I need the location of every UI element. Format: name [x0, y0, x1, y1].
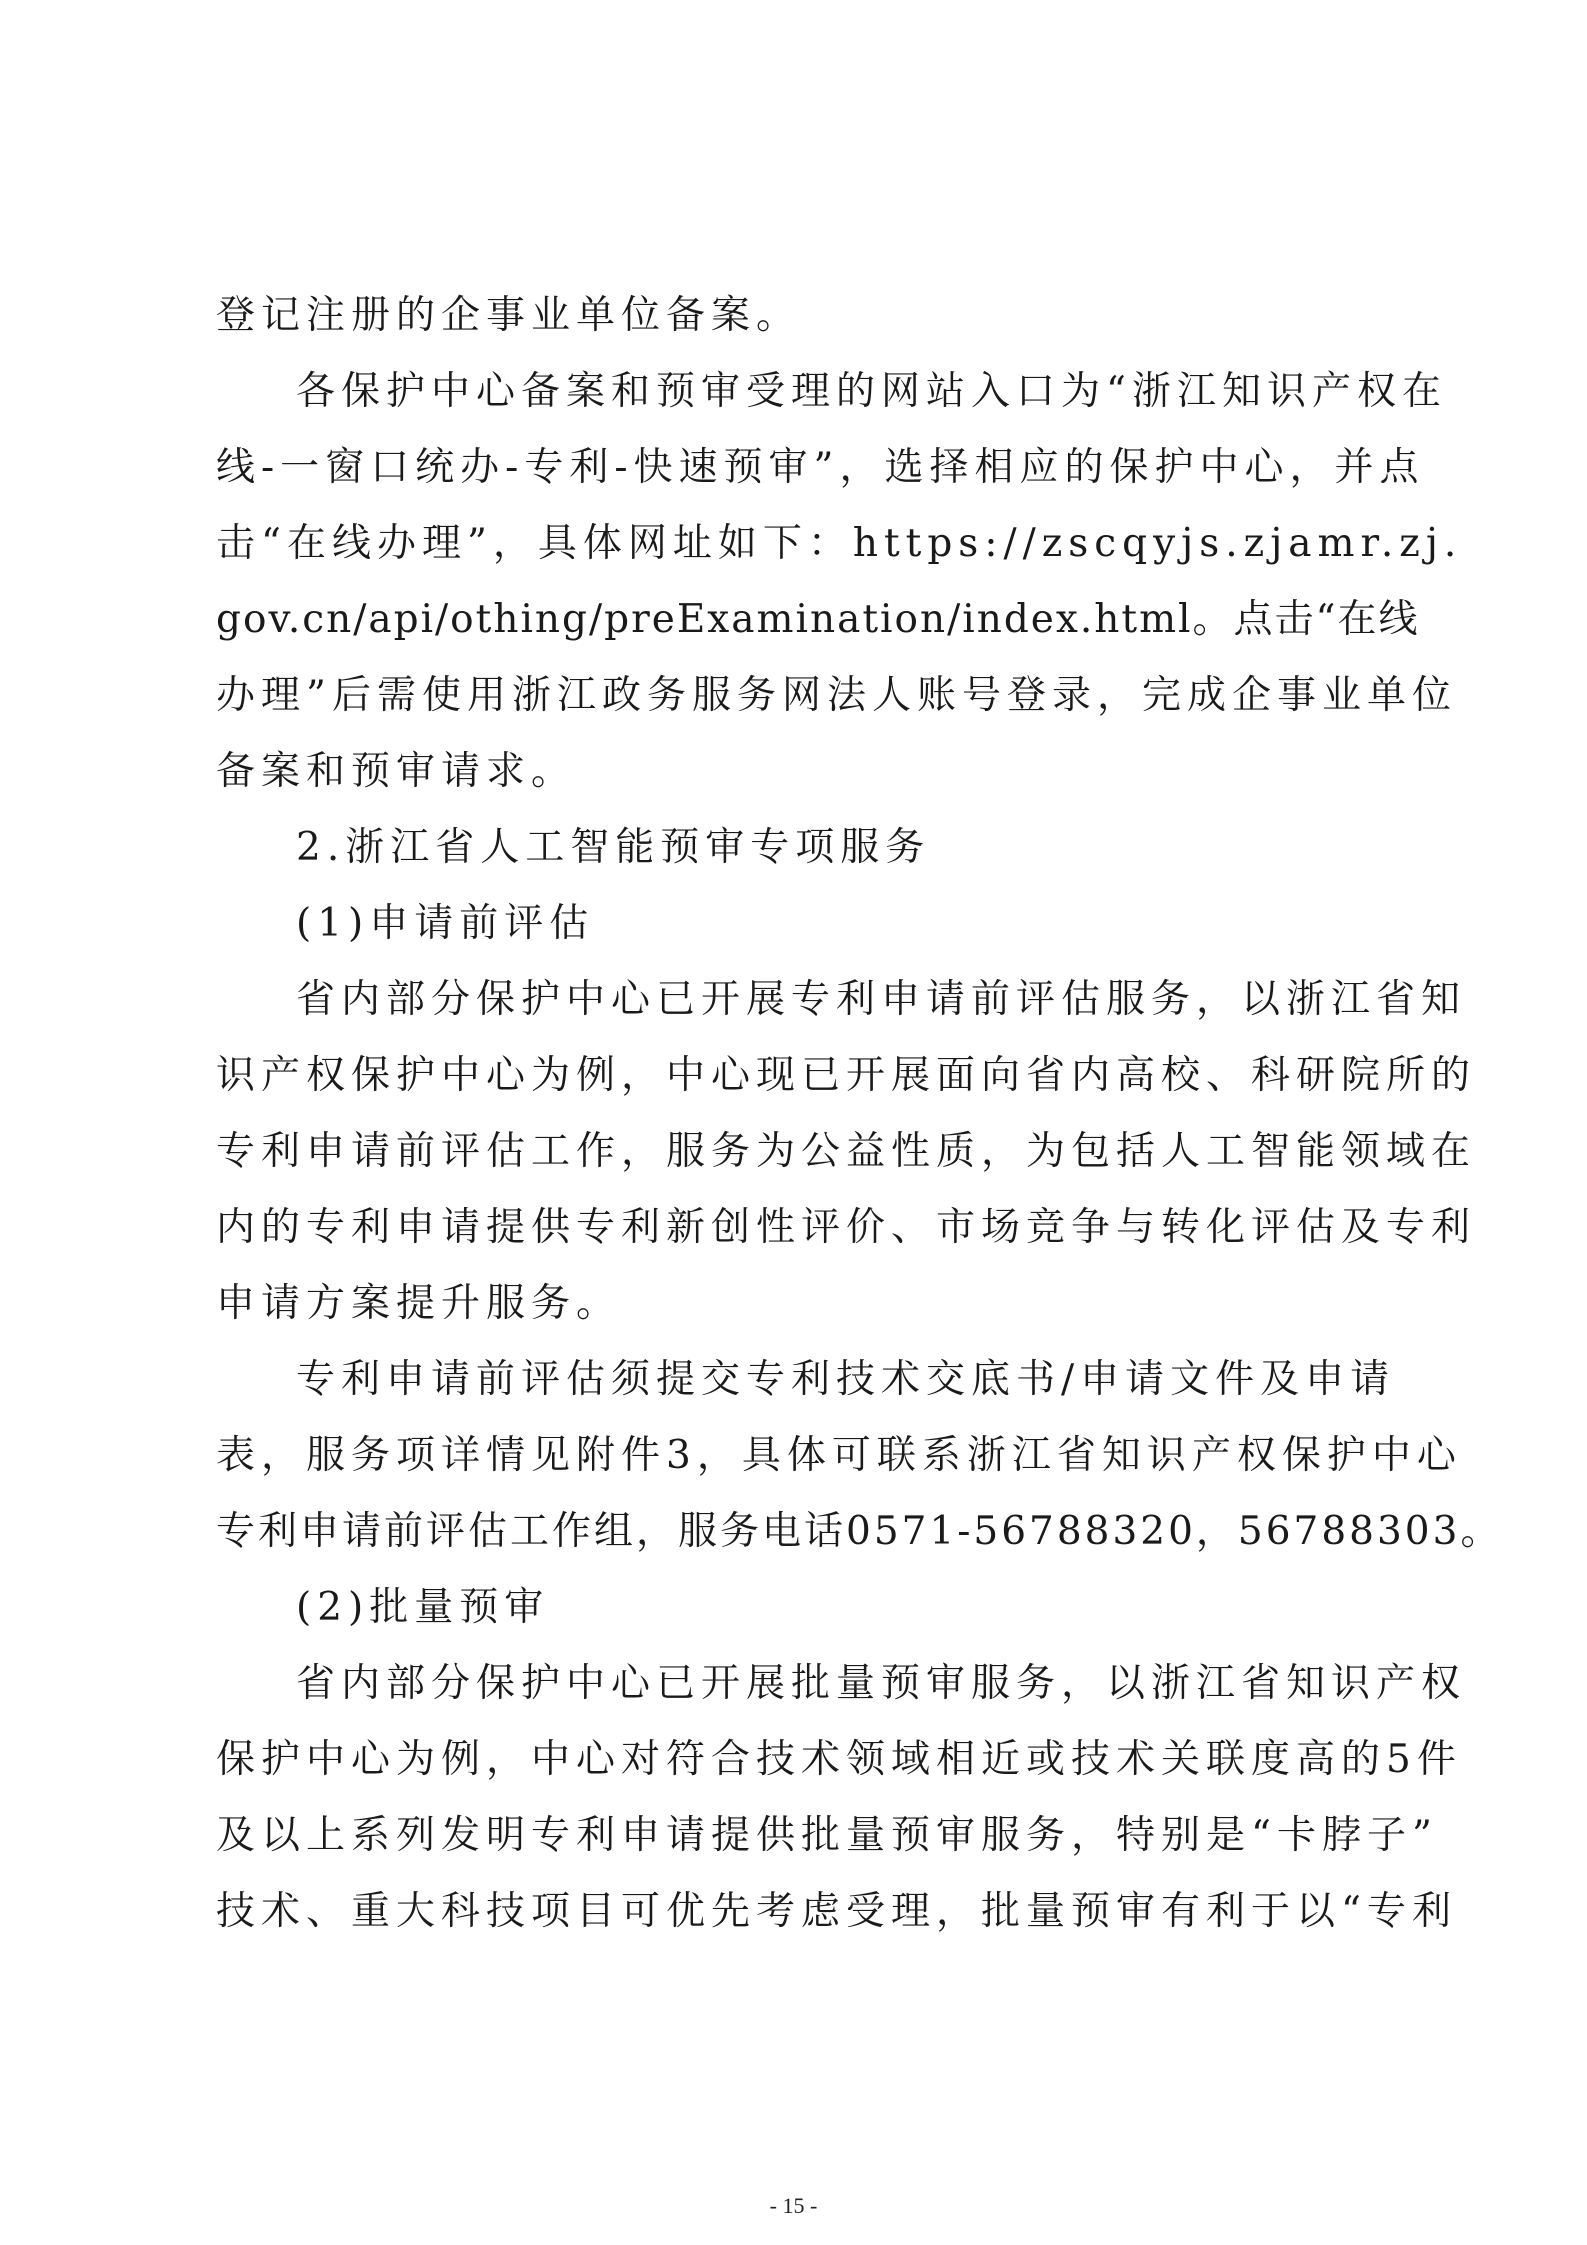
- text-line: 各保护中心备案和预审受理的网站入口为“浙江知识产权在: [296, 369, 1447, 414]
- text-line: 线-一窗口统办-专利-快速预审”，选择相应的保护中心，并点: [216, 445, 1425, 490]
- text-line: 保护中心为例，中心对符合技术领域相近或技术关联度高的5件: [216, 1737, 1462, 1782]
- text-line: 识产权保护中心为例，中心现已开展面向省内高校、科研院所的: [216, 1053, 1477, 1098]
- text-line: 省内部分保护中心已开展批量预审服务，以浙江省知识产权: [296, 1661, 1467, 1706]
- subsection-heading: (1)申请前评估: [296, 901, 595, 946]
- text-line: 技术、重大科技项目可优先考虑受理，批量预审有利于以“专利: [216, 1889, 1457, 1934]
- text-line: 专利申请前评估工作组，服务电话0571-56788320，56788303。: [216, 1509, 1503, 1554]
- text-line: 及以上系列发明专利申请提供批量预审服务，特别是“卡脖子”: [216, 1813, 1438, 1858]
- text-line: 省内部分保护中心已开展专利申请前评估服务，以浙江省知: [296, 977, 1467, 1022]
- text-line: 专利申请前评估工作，服务为公益性质，为包括人工智能领域在: [216, 1129, 1477, 1174]
- section-heading: 2.浙江省人工智能预审专项服务: [296, 825, 931, 870]
- text-line: 登记注册的企事业单位备案。: [216, 293, 802, 338]
- text-line: 办理”后需使用浙江政务服务网法人账号登录，完成企事业单位: [216, 673, 1457, 718]
- text-line: 内的专利申请提供专利新创性评价、市场竞争与转化评估及专利: [216, 1205, 1477, 1250]
- text-line: 申请方案提升服务。: [216, 1281, 622, 1326]
- subsection-heading: (2)批量预审: [296, 1585, 550, 1630]
- text-line: gov.cn/api/othing/preExamination/index.html。点击“在线: [216, 597, 1420, 642]
- text-line: 专利申请前评估须提交专利技术交底书/申请文件及申请: [296, 1357, 1396, 1402]
- text-line: 表，服务项详情见附件3，具体可联系浙江省知识产权保护中心: [216, 1433, 1462, 1478]
- page-number: - 15 -: [769, 2193, 818, 2218]
- text-line: 击“在线办理”，具体网址如下：https://zscqyjs.zjamr.zj.: [216, 521, 1463, 566]
- text-line: 备案和预审请求。: [216, 749, 577, 794]
